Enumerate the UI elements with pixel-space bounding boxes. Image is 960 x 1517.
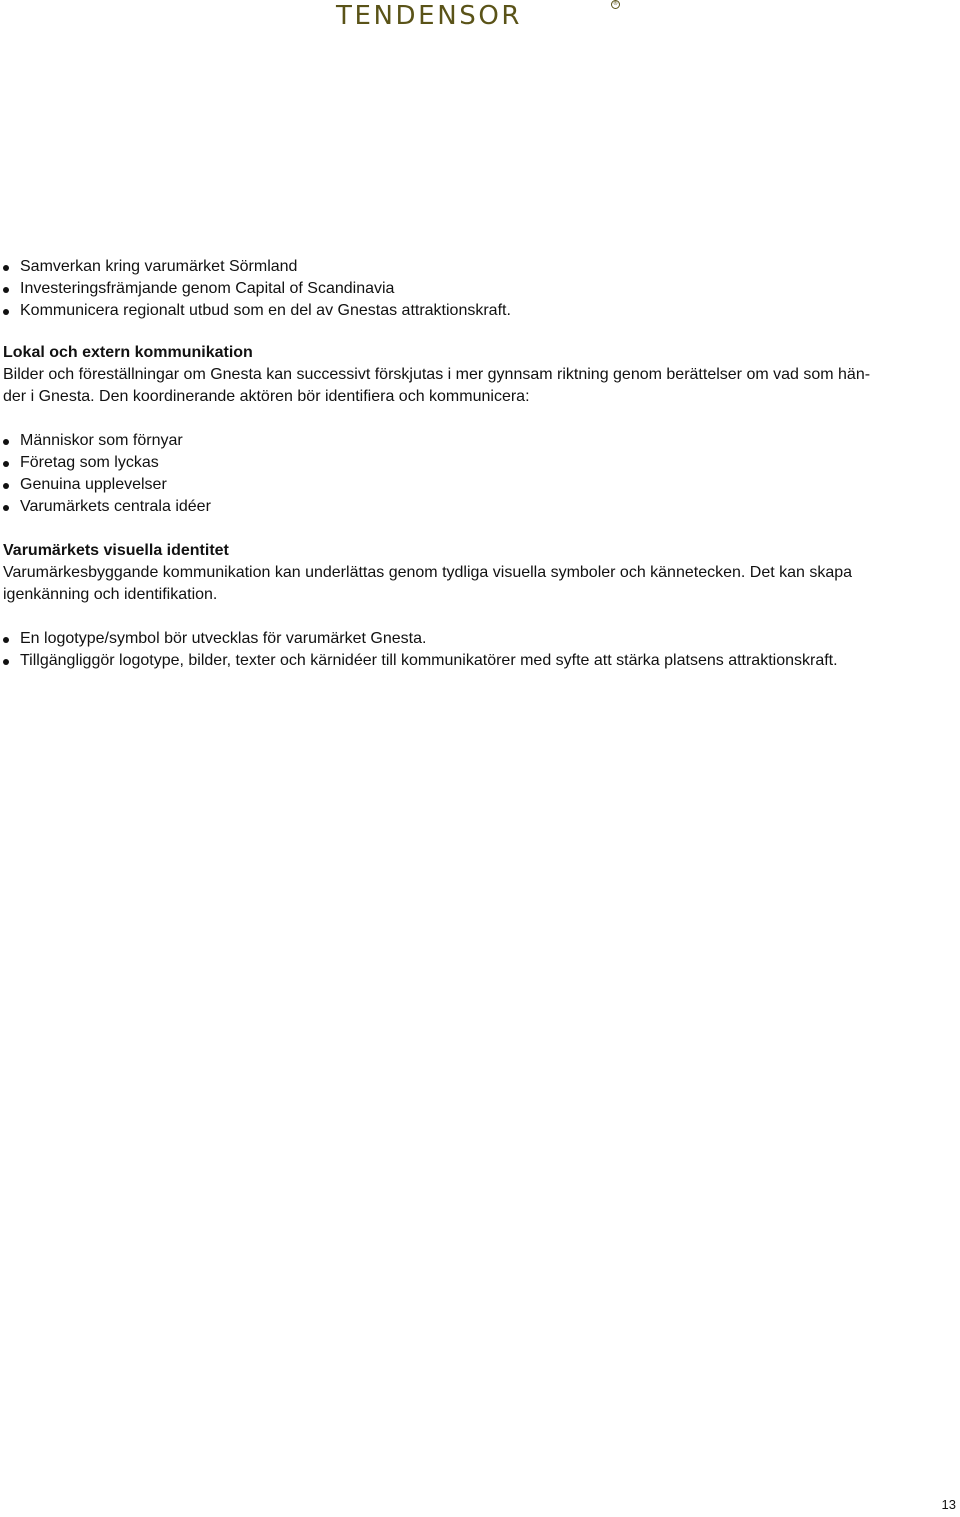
paragraph-line: Bilder och föreställningar om Gnesta kan successivt förskjutas i mer gynnsam riktning genom berättelser om vad som hän- [3, 366, 871, 383]
list-item: Tillgängliggör logotype, bilder, texter och kärnidéer till kommunikatörer med syfte att stärka platsens attraktionskraft. [3, 650, 943, 672]
list-item: Människor som förnyar [3, 430, 943, 452]
bullet-icon [3, 287, 9, 293]
paragraph-line: der i Gnesta. Den koordinerande aktören bör identifiera och kommunicera: [3, 388, 530, 405]
bullet-icon [3, 483, 9, 489]
bullet-icon [3, 659, 9, 665]
list-item: Varumärkets centrala idéer [3, 496, 943, 518]
list-item: Företag som lyckas [3, 452, 943, 474]
bullet-icon [3, 309, 9, 315]
paragraph-line: Varumärkesbyggande kommunikation kan underlättas genom tydliga visuella symboler och kännetecken. Det kan skapa [3, 564, 853, 581]
page-number: 13 [941, 1497, 956, 1512]
paragraph-line: igenkänning och identifikation. [3, 586, 218, 603]
bullet-list-sormland [3, 256, 943, 322]
bullet-icon [3, 505, 9, 511]
bullet-icon [3, 265, 9, 271]
list-item: Genuina upplevelser [3, 474, 943, 496]
section-heading-visuell-identitet: Varumärkets visuella identitet [3, 542, 229, 559]
list-item: En logotype/symbol bör utvecklas för varumärket Gnesta. [3, 628, 943, 650]
bullet-icon [3, 637, 9, 643]
list-item: Kommunicera regionalt utbud som en del av Gnestas attraktionskraft. [3, 300, 943, 322]
bullet-list-logotype [3, 628, 943, 672]
document-body [3, 256, 943, 672]
bullet-icon [3, 461, 9, 467]
list-item: Investeringsfrämjande genom Capital of Scandinavia [3, 278, 943, 300]
list-item: Samverkan kring varumärket Sörmland [3, 256, 943, 278]
bullet-list-kommunicera [3, 430, 943, 518]
bullet-icon [3, 439, 9, 445]
tendensor-logo [336, 0, 626, 32]
section-heading-kommunikation: Lokal och extern kommunikation [3, 344, 253, 361]
logo-wordmark: TENDENSOR [336, 1, 523, 31]
registered-mark: ® [613, 1, 618, 7]
